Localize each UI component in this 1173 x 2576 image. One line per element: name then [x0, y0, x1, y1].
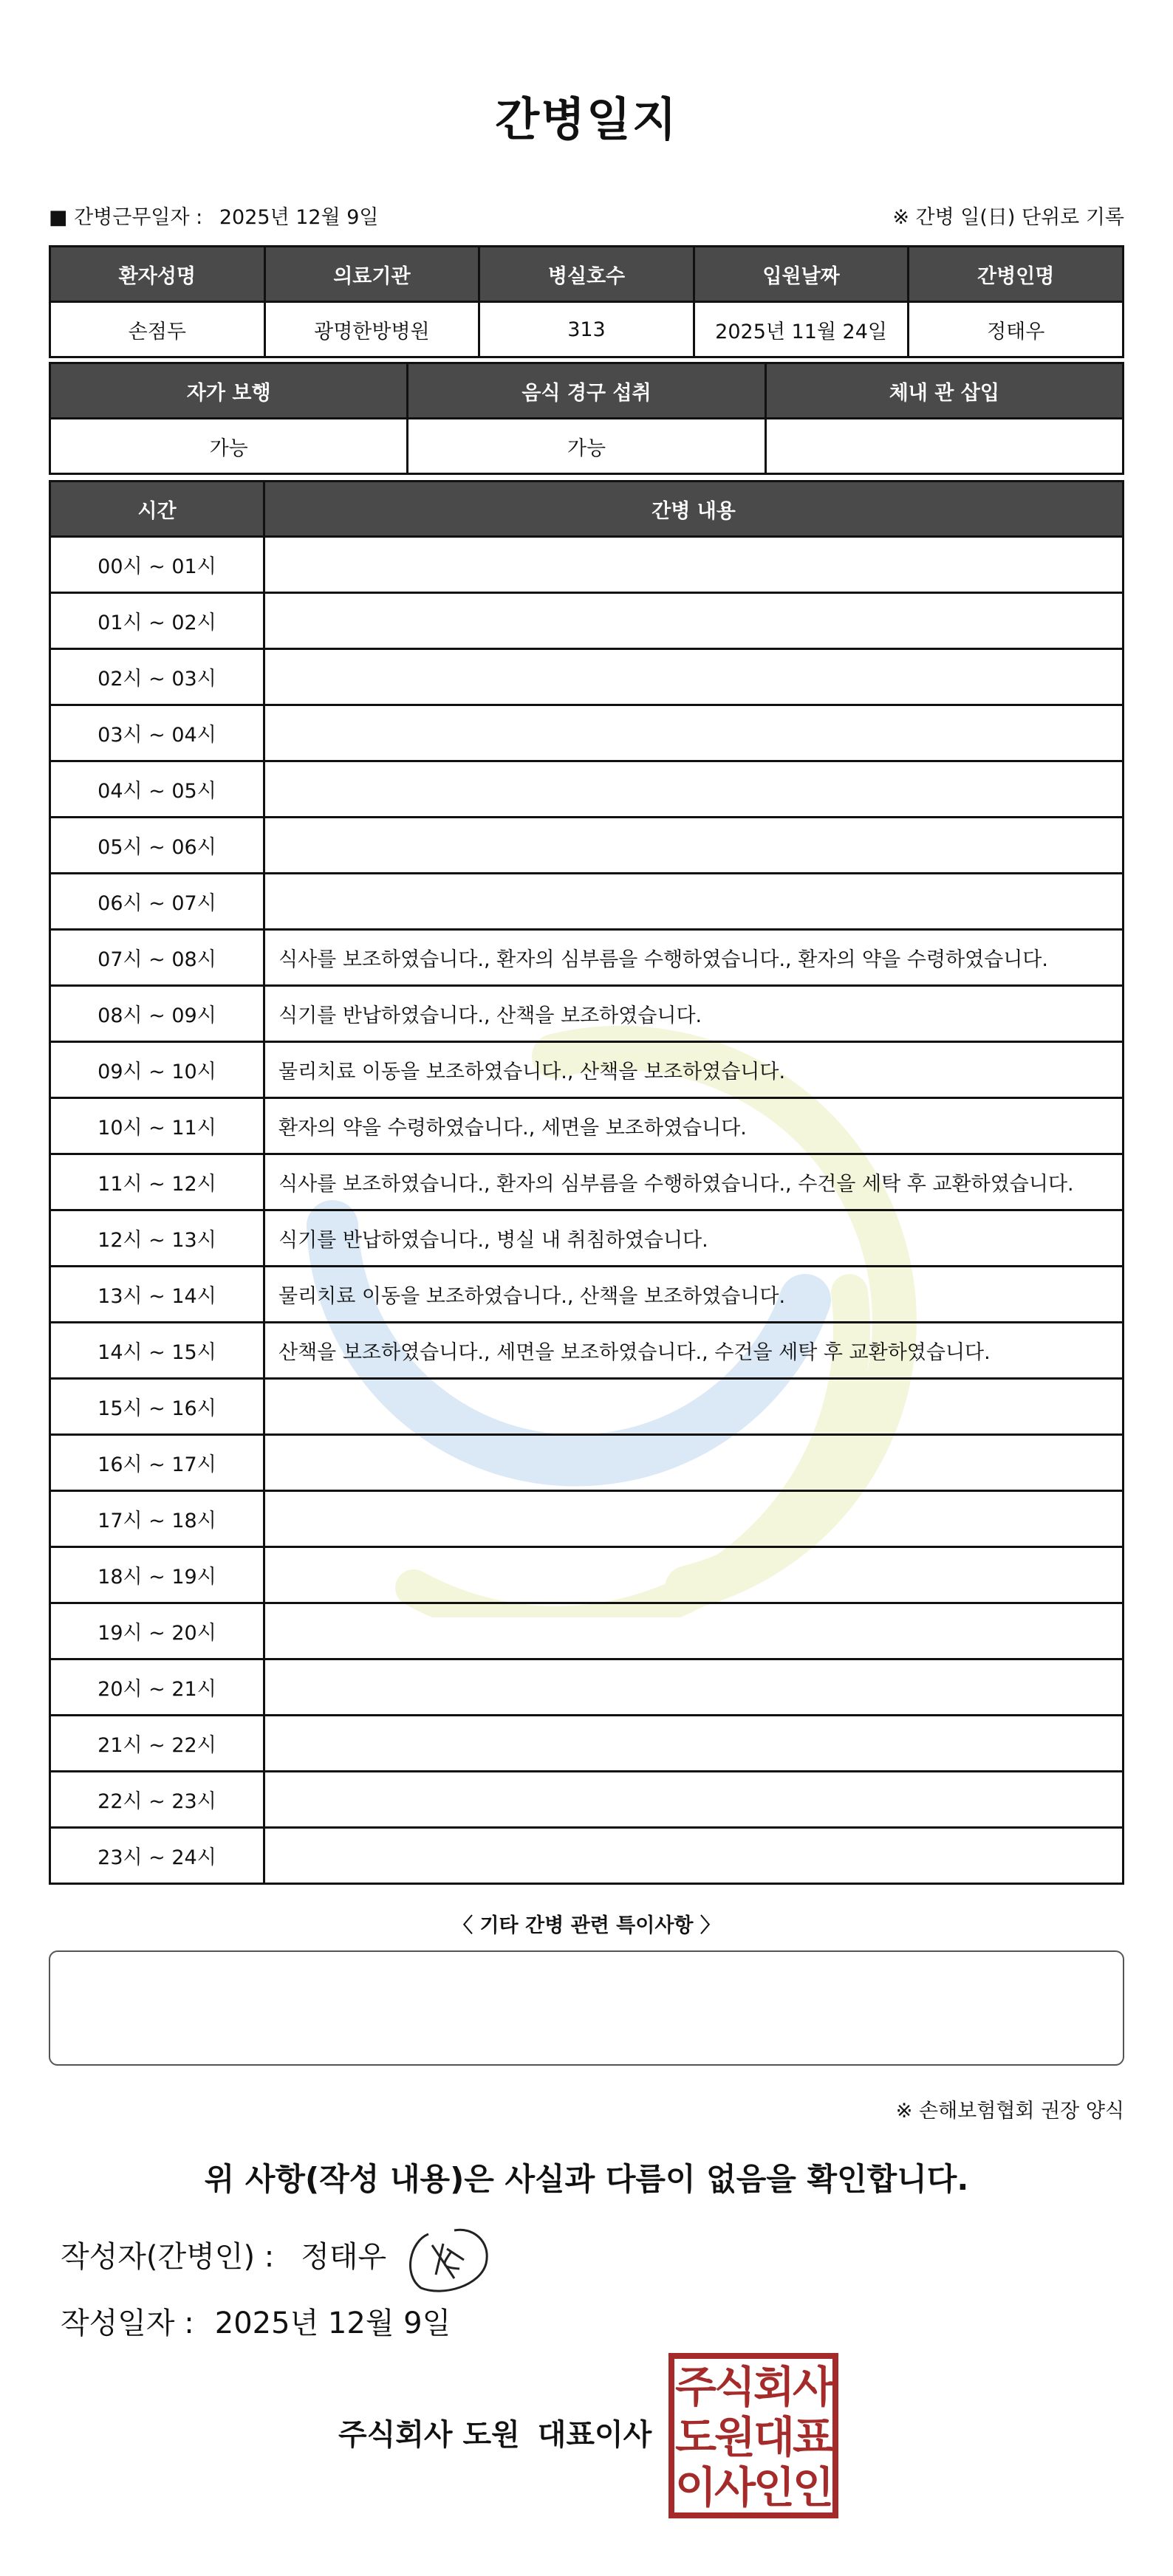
log-content: 식기를 반납하였습니다., 산책을 보조하였습니다.: [264, 986, 1124, 1042]
writer-line: [61, 2233, 386, 2275]
log-time: 21시 ~ 22시: [50, 1716, 264, 1772]
log-time: 00시 ~ 01시: [50, 537, 264, 593]
log-content: [264, 1659, 1124, 1716]
table-row: [50, 1435, 1124, 1491]
log-time: 23시 ~ 24시: [50, 1828, 264, 1884]
log-content: [264, 1772, 1124, 1828]
table-row: [50, 1659, 1124, 1716]
table-row: [50, 1547, 1124, 1603]
table-row: [50, 1323, 1124, 1379]
header-self-walking: 자가 보행: [50, 363, 408, 419]
log-time: 20시 ~ 21시: [50, 1659, 264, 1716]
log-content: [264, 818, 1124, 874]
log-time: 02시 ~ 03시: [50, 649, 264, 705]
notes-title: 〈 기타 간병 관련 특이사항 〉: [453, 1914, 720, 1937]
table-row: [50, 1828, 1124, 1884]
log-time: 09시 ~ 10시: [50, 1042, 264, 1098]
header-care-content: 간병 내용: [264, 482, 1124, 537]
log-time: 15시 ~ 16시: [50, 1379, 264, 1435]
log-content: [264, 649, 1124, 705]
table-row: [50, 1716, 1124, 1772]
header-patient-name: 환자성명: [50, 247, 265, 302]
seal-line: 이사인인: [674, 2462, 832, 2512]
log-time: 19시 ~ 20시: [50, 1603, 264, 1659]
log-content: [264, 874, 1124, 930]
log-time: 04시 ~ 05시: [50, 761, 264, 818]
write-date-label: 작성일자 :: [61, 2306, 194, 2340]
work-date-value: 2025년 12월 9일: [219, 206, 379, 229]
header-tube-insertion: 체내 관 삽입: [765, 363, 1123, 419]
log-time: 03시 ~ 04시: [50, 705, 264, 761]
table-row: [50, 818, 1124, 874]
self-walking: 가능: [50, 419, 408, 474]
header-hospital: 의료기관: [264, 247, 479, 302]
oral-intake: 가능: [408, 419, 765, 474]
log-time: 08시 ~ 09시: [50, 986, 264, 1042]
log-content: 물리치료 이동을 보조하였습니다., 산책을 보조하였습니다.: [264, 1042, 1124, 1098]
table-row: [50, 930, 1124, 986]
log-content: [264, 537, 1124, 593]
log-content: [264, 1491, 1124, 1547]
log-content: 식사를 보조하였습니다., 환자의 심부름을 수행하였습니다., 수건을 세탁 후 교환하였습니다.: [264, 1154, 1124, 1210]
header-time: 시간: [50, 482, 264, 537]
work-date-label: ■ 간병근무일자 :: [49, 206, 203, 229]
table-row: [50, 1379, 1124, 1435]
write-date: 2025년 12월 9일: [214, 2306, 451, 2340]
log-time: 17시 ~ 18시: [50, 1491, 264, 1547]
tube-insertion: [765, 419, 1123, 474]
form-note: ※ 손해보험협회 권장 양식: [895, 2100, 1124, 2123]
caregiver-name: 정태우: [909, 302, 1124, 357]
signature: [399, 2223, 495, 2297]
table-row: [50, 1772, 1124, 1828]
log-content: [264, 761, 1124, 818]
room-number: 313: [479, 302, 694, 357]
log-time: 14시 ~ 15시: [50, 1323, 264, 1379]
log-time: 16시 ~ 17시: [50, 1435, 264, 1491]
confirmation-statement: 위 사항(작성 내용)은 사실과 다름이 없음을 확인합니다.: [204, 2161, 969, 2197]
representative-title: 대표이사: [537, 2418, 652, 2452]
log-time: 12시 ~ 13시: [50, 1210, 264, 1267]
care-log-table: [49, 480, 1124, 1885]
table-row: [50, 874, 1124, 930]
table-row: [50, 537, 1124, 593]
table-row: [50, 705, 1124, 761]
header-oral-intake: 음식 경구 섭취: [408, 363, 765, 419]
log-time: 01시 ~ 02시: [50, 593, 264, 649]
patient-info-table: [49, 245, 1124, 358]
admission-date: 2025년 11월 24일: [694, 302, 909, 357]
seal-line: 도원대표: [674, 2412, 832, 2462]
table-row: [50, 1154, 1124, 1210]
table-row: [50, 1267, 1124, 1323]
table-row: [50, 1603, 1124, 1659]
log-content: 물리치료 이동을 보조하였습니다., 산책을 보조하였습니다.: [264, 1267, 1124, 1323]
table-row: [50, 986, 1124, 1042]
log-content: [264, 1435, 1124, 1491]
log-time: 13시 ~ 14시: [50, 1267, 264, 1323]
table-row: [50, 1098, 1124, 1154]
page-title: 간병일지: [495, 92, 678, 146]
work-date-line: [49, 201, 379, 230]
log-time: 06시 ~ 07시: [50, 874, 264, 930]
log-content: [264, 1828, 1124, 1884]
log-time: 11시 ~ 12시: [50, 1154, 264, 1210]
company-seal: [668, 2353, 838, 2518]
writer-name: 정태우: [301, 2240, 387, 2274]
header-admission-date: 입원날짜: [694, 247, 909, 302]
hospital: 광명한방병원: [264, 302, 479, 357]
company-line: [338, 2411, 652, 2453]
log-time: 07시 ~ 08시: [50, 930, 264, 986]
header-caregiver-name: 간병인명: [909, 247, 1124, 302]
log-content: [264, 705, 1124, 761]
header-room-number: 병실호수: [479, 247, 694, 302]
log-time: 10시 ~ 11시: [50, 1098, 264, 1154]
log-time: 18시 ~ 19시: [50, 1547, 264, 1603]
log-content: [264, 1603, 1124, 1659]
table-row: [50, 1042, 1124, 1098]
log-content: 산책을 보조하였습니다., 세면을 보조하였습니다., 수건을 세탁 후 교환하였습니다.: [264, 1323, 1124, 1379]
table-row: [50, 649, 1124, 705]
write-date-line: [61, 2300, 451, 2342]
log-time: 22시 ~ 23시: [50, 1772, 264, 1828]
log-content: [264, 1547, 1124, 1603]
patient-name: 손점두: [50, 302, 265, 357]
log-content: [264, 593, 1124, 649]
company-name: 주식회사 도원: [338, 2418, 520, 2452]
log-time: 05시 ~ 06시: [50, 818, 264, 874]
table-row: [50, 761, 1124, 818]
writer-label: 작성자(간병인) :: [61, 2240, 275, 2274]
log-content: 식기를 반납하였습니다., 병실 내 취침하였습니다.: [264, 1210, 1124, 1267]
patient-status-table: [49, 362, 1124, 475]
table-row: [50, 593, 1124, 649]
log-content: [264, 1379, 1124, 1435]
log-content: 환자의 약을 수령하였습니다., 세면을 보조하였습니다.: [264, 1098, 1124, 1154]
table-row: [50, 1491, 1124, 1547]
unit-note: ※ 간병 일(日) 단위로 기록: [892, 206, 1124, 229]
seal-line: 주식회사: [674, 2362, 832, 2412]
notes-box: [49, 1950, 1124, 2066]
log-content: [264, 1716, 1124, 1772]
log-content: 식사를 보조하였습니다., 환자의 심부름을 수행하였습니다., 환자의 약을 수령하였습니다.: [264, 930, 1124, 986]
table-row: [50, 1210, 1124, 1267]
